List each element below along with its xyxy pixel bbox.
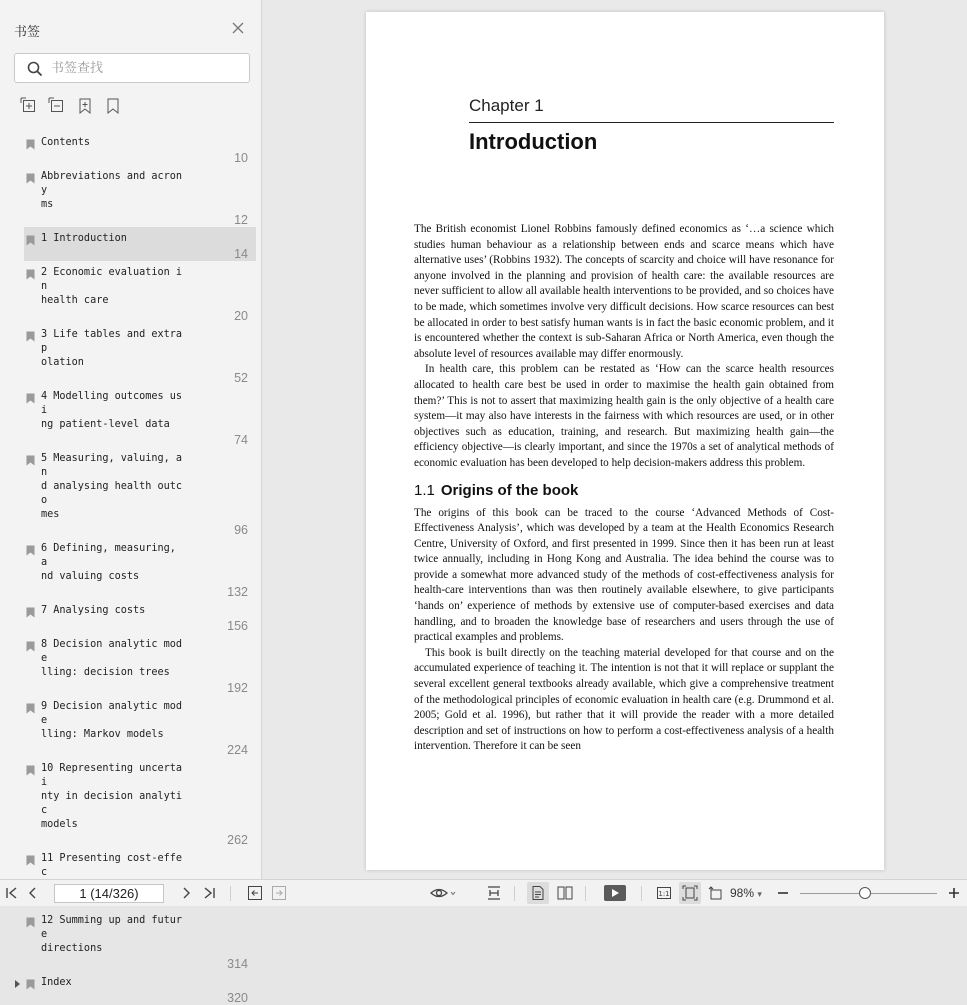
page-body (414, 222, 834, 755)
bookmark-item[interactable] (24, 599, 256, 633)
bookmark-flag-icon (26, 641, 35, 652)
document-page (366, 12, 884, 870)
paragraph: The British economist Lionel Robbins famously defined economics as ‘…a science which studies human behaviour as a relationship between ends and scarce means which have alternative uses’ (Robbins 1932). The concepts of scarcity and choice will have resonance for anyone involved in the planning and provision of health care: the available resources are never sufficient to allow all available health interventions to be provided, and so choices have to be made, which sometimes involve very difficult decisions. How scarce resources can best be allocated in order to best satisfy human wants is in fact the basic economic problem, and it is encountered whether the context is sub-Saharan Africa or North America, even though the absolute level of resources available may differ enormously. (414, 223, 834, 360)
bookmark-label: 10 Representing uncertai nty in decision analytic models (41, 763, 183, 830)
fit-page-button[interactable] (679, 882, 701, 904)
chapter-title: Introduction (469, 129, 598, 154)
bookmark-flag-icon (26, 235, 35, 246)
bookmark-label: 12 Summing up and future directions (41, 915, 183, 954)
previous-page-icon[interactable] (25, 885, 41, 901)
add-bookmark-icon[interactable] (76, 97, 94, 115)
close-icon[interactable] (229, 19, 247, 37)
bookmark-label: Abbreviations and acrony ms (41, 171, 183, 210)
toolbar-divider (585, 886, 586, 901)
bookmark-page-number: 74 (234, 433, 248, 447)
bookmark-flag-icon (26, 703, 35, 714)
toolbar-divider (514, 886, 515, 901)
zoom-in-icon[interactable] (946, 885, 962, 901)
bookmark-label: 3 Life tables and extrap olation (41, 329, 183, 368)
bookmark-item[interactable] (24, 165, 256, 227)
bookmark-flag-icon (26, 331, 35, 342)
play-slideshow-icon[interactable] (604, 885, 626, 901)
bookmark-toolbar (20, 97, 122, 115)
first-page-icon[interactable] (4, 885, 20, 901)
bookmark-page-number: 132 (227, 585, 248, 599)
expand-arrow-icon[interactable] (15, 980, 20, 988)
chapter-label: Chapter 1 (469, 96, 544, 115)
bookmark-flag-icon (26, 917, 35, 928)
bookmark-flag-icon (26, 855, 35, 866)
bookmark-page-number: 314 (227, 957, 248, 971)
collapse-all-icon[interactable] (48, 97, 66, 115)
bookmark-flag-icon (26, 979, 35, 990)
single-page-button[interactable] (527, 882, 549, 904)
bookmark-flag-icon (26, 545, 35, 556)
bookmark-page-number: 156 (227, 619, 248, 633)
bookmark-flag-icon (26, 139, 35, 150)
svg-text:1:1: 1:1 (658, 890, 670, 898)
eye-icon[interactable] (430, 885, 456, 901)
last-page-icon[interactable] (201, 885, 217, 901)
bookmark-label: 1 Introduction (41, 233, 127, 244)
bookmark-search-box[interactable] (14, 53, 250, 83)
bookmark-list (24, 131, 256, 1005)
bottom-toolbar (0, 879, 967, 906)
two-page-icon[interactable] (557, 885, 573, 901)
bookmark-panel-title: 书签 (14, 24, 41, 39)
paragraph: In health care, this problem can be restated as ‘How can the scarce health resources allocated to health care best be used in order to maximise the health gain obtained from them?’ This is not to assert that maximizing health gain is the only objective of a health care system—it may also have interests in the fairness with which resources are used, or in other objectives such as education, training, and research. But maximizing health gain—the efficiency objective—is clearly important, and since the 1970s a set of analytical methods of economic evaluation has been developed to help decision-makers address this problem. (414, 363, 834, 469)
bookmark-label: 2 Economic evaluation in health care (41, 267, 183, 306)
paragraph: The origins of this book can be traced to the course ‘Advanced Methods of Cost-Effectiveness Analysis’, which was developed by a team at the Health Economics Research Centre, University of Oxford, and first presented in 1999. Since then it has been run at least twice annually, including in Hong Kong and Australia. The idea behind the course was to provide a somewhat more advanced study of the methods of cost-effectiveness analysis for health-care interventions than was then routinely available elsewhere, to give participants ‘hands on’ experience of methods by extensive use of computer-based exercises and data handling, and to broaden the knowledge base of researchers and users through the use of practical examples and problems. (414, 506, 834, 644)
bookmark-label: 5 Measuring, valuing, an d analysing health outco mes (41, 453, 183, 520)
bookmark-label: 7 Analysing costs (41, 605, 146, 616)
bookmark-label: Index (41, 977, 72, 988)
bookmark-item[interactable] (24, 261, 256, 323)
toolbar-divider (230, 886, 231, 901)
chapter-rule (469, 122, 834, 123)
bookmark-item[interactable] (24, 227, 256, 261)
bookmark-flag-icon (26, 173, 35, 184)
bookmark-icon[interactable] (104, 97, 122, 115)
bookmark-page-number: 262 (227, 833, 248, 847)
bookmark-label: 4 Modelling outcomes usi ng patient-level data (41, 391, 183, 430)
bookmark-page-number: 96 (234, 523, 248, 537)
bookmark-page-number: 10 (234, 151, 248, 165)
bookmark-flag-icon (26, 455, 35, 466)
toolbar-divider (641, 886, 642, 901)
chevron-down-icon: ▾ (757, 889, 762, 899)
bookmark-panel (0, 0, 262, 1005)
paragraph: This book is built directly on the teaching material developed for that course and on the accumulated experience of teaching it. The intention is not that it will replace or supplant the several excellent general textbooks already available, which give a comprehensive treatment of the methodological principles of economic evaluation in health care (e.g. Drummond et al. 2005; Gold et al. 1996), but rather that it will provide the reader with a more detailed description and set of instructions on how to perform a cost-effectiveness analysis of a health intervention. Therefore it can be seen (414, 646, 834, 753)
bookmark-flag-icon (26, 765, 35, 776)
bookmark-item[interactable] (24, 385, 256, 447)
bookmark-page-number: 14 (234, 247, 248, 261)
section-heading (414, 482, 834, 500)
bookmark-page-number: 20 (234, 309, 248, 323)
bookmark-page-number: 12 (234, 213, 248, 227)
next-page-icon[interactable] (178, 885, 194, 901)
bookmark-page-number: 52 (234, 371, 248, 385)
bookmark-flag-icon (26, 269, 35, 280)
rotate-icon[interactable] (708, 885, 724, 901)
bookmark-label: 6 Defining, measuring, a nd valuing costs (41, 543, 176, 582)
bookmark-page-number: 192 (227, 681, 248, 695)
fit-width-icon[interactable] (486, 885, 502, 901)
zoom-level: 98% (730, 886, 755, 900)
search-icon (27, 61, 43, 77)
bookmark-page-number: 224 (227, 743, 248, 757)
zoom-slider-thumb[interactable] (859, 887, 871, 899)
bookmark-page-number: 320 (227, 991, 248, 1005)
bookmark-item[interactable] (24, 757, 256, 847)
actual-size-icon[interactable] (656, 885, 672, 901)
bookmark-item[interactable] (24, 909, 256, 971)
bookmark-flag-icon (26, 393, 35, 404)
bookmark-label: 9 Decision analytic mode lling: Markov models (41, 701, 183, 740)
section-title: Origins of the book (440, 481, 579, 499)
bookmark-item[interactable] (24, 537, 256, 599)
bookmark-label: Contents (41, 137, 91, 148)
bookmark-search-input[interactable] (51, 59, 241, 77)
back-icon[interactable] (247, 885, 263, 901)
bookmark-item[interactable] (24, 323, 256, 385)
page-number-input[interactable] (54, 884, 164, 903)
expand-all-icon[interactable] (20, 97, 38, 115)
zoom-out-icon[interactable] (775, 885, 791, 901)
section-number: 1.1 (414, 481, 435, 499)
fit-page-icon (682, 885, 698, 901)
bookmark-flag-icon (26, 607, 35, 618)
bookmark-label: 11 Presenting cost-effec (41, 853, 183, 878)
forward-icon[interactable] (271, 885, 287, 901)
bookmark-item[interactable] (24, 695, 256, 757)
bookmark-label: 8 Decision analytic mode lling: decision trees (41, 639, 183, 678)
bookmark-item[interactable] (24, 633, 256, 695)
bookmark-item[interactable] (24, 971, 256, 1005)
bookmark-item[interactable] (24, 131, 256, 165)
document-viewer[interactable] (263, 0, 967, 879)
single-page-icon (530, 885, 546, 901)
zoom-level-dropdown[interactable] (730, 886, 762, 900)
bookmark-item[interactable] (24, 447, 256, 537)
